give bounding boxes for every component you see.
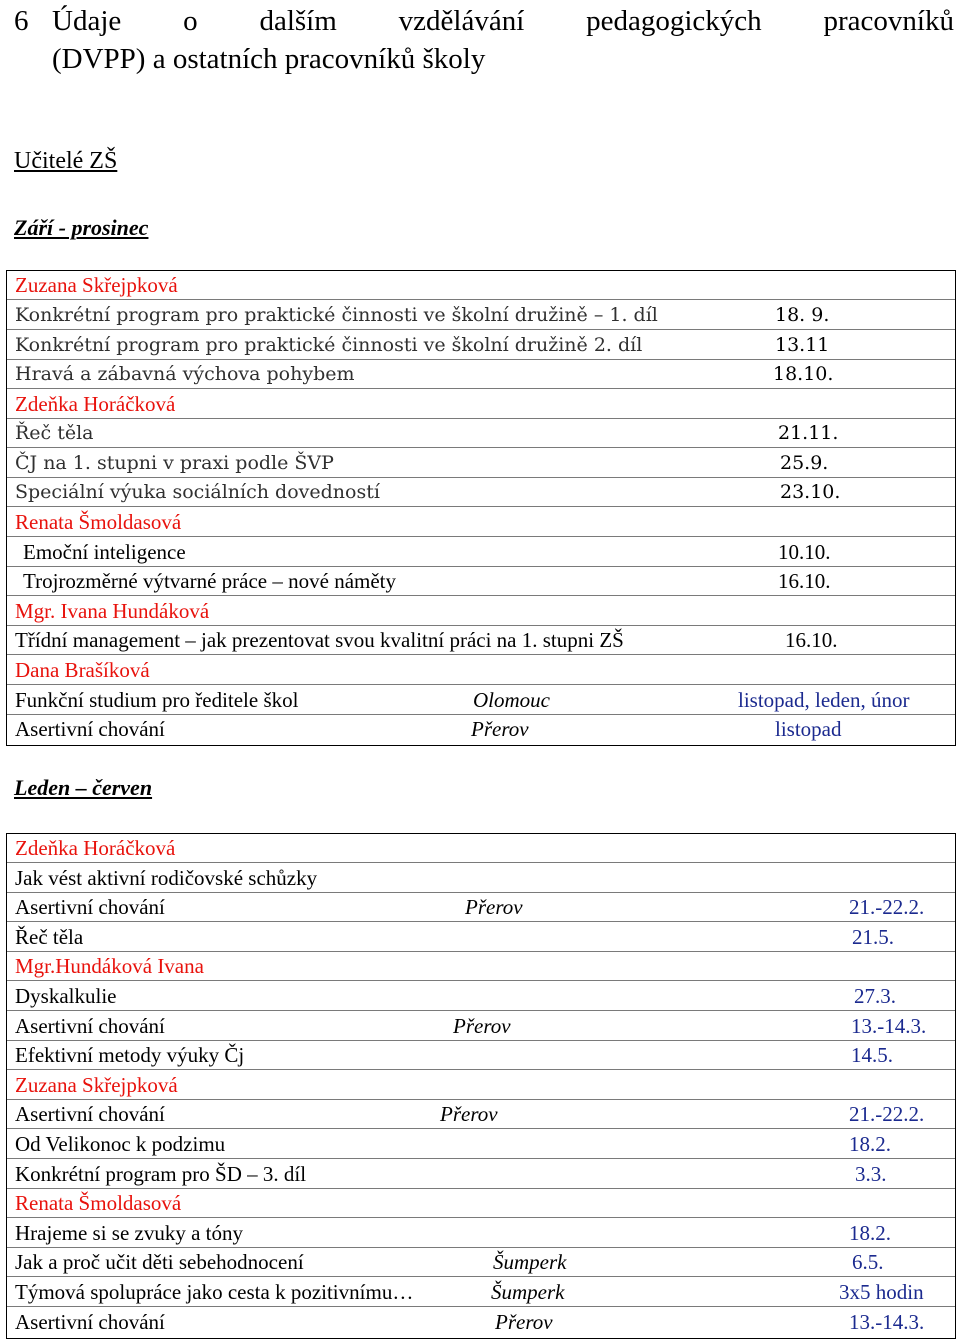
course-name: Od Velikonoc k podzimu — [15, 1132, 226, 1156]
course-date: 10.10. — [778, 540, 831, 564]
table-row — [7, 715, 955, 744]
table-row — [7, 982, 955, 1011]
table-row — [7, 1130, 955, 1159]
teacher-name: Mgr.Hundáková Ivana — [15, 954, 204, 978]
teacher-name: Mgr. Ivana Hundáková — [15, 599, 210, 623]
course-date: 25.9. — [780, 452, 829, 474]
course-place: Přerov — [453, 1014, 511, 1038]
course-date: 6.5. — [852, 1250, 884, 1274]
period-title-autumn: Září - prosinec — [14, 215, 149, 240]
table-row — [7, 597, 955, 626]
course-date: 18.2. — [849, 1132, 891, 1156]
table-row — [7, 271, 955, 300]
heading-line-1: Údaje o dalším vzdělávání pedagogických pracovníků — [52, 5, 954, 37]
course-name: Jak vést aktivní rodičovské schůzky — [15, 866, 318, 890]
course-date: 18.2. — [849, 1221, 891, 1245]
course-name: Trojrozměrné výtvarné práce – nové náměty — [23, 569, 397, 593]
table-row — [7, 1100, 955, 1129]
table-row — [7, 508, 955, 537]
course-place: Šumperk — [493, 1250, 567, 1274]
table-row — [7, 538, 955, 567]
table-row — [7, 1278, 955, 1307]
course-date: 13.11 — [775, 334, 830, 356]
course-name: Řeč těla — [15, 422, 94, 444]
table-row — [7, 686, 955, 715]
table-row — [7, 390, 955, 419]
course-name: Týmová spolupráce jako cesta k pozitivnímu… — [15, 1280, 414, 1304]
section-title: Učitelé ZŠ — [14, 148, 118, 174]
table-row — [7, 1071, 955, 1100]
course-name: ČJ na 1. stupni v praxi podle ŠVP — [15, 452, 334, 474]
course-name: Hrajeme si se zvuky a tóny — [15, 1221, 244, 1245]
course-name: Asertivní chování — [15, 1310, 165, 1334]
course-place: Olomouc — [473, 688, 550, 712]
course-name: Funkční studium pro ředitele škol — [15, 688, 299, 712]
course-name: Jak a proč učit děti sebehodnocení — [15, 1250, 304, 1274]
course-date: 21.11. — [778, 422, 839, 444]
course-place: Přerov — [495, 1310, 553, 1334]
course-date: listopad — [775, 717, 842, 741]
course-name: Konkrétní program pro praktické činnosti ve školní družině 2. díl — [15, 334, 643, 356]
teacher-name: Zdeňka Horáčková — [15, 836, 176, 860]
table-row — [7, 893, 955, 922]
course-place: Přerov — [440, 1102, 498, 1126]
course-date: listopad, leden, únor — [738, 688, 910, 712]
period-title-spring: Leden – červen — [14, 775, 153, 800]
course-name: Asertivní chování — [15, 717, 165, 741]
course-name: Speciální výuka sociálních dovedností — [15, 481, 380, 503]
course-date: 21.-22.2. — [849, 895, 925, 919]
table-row — [7, 1219, 955, 1248]
course-name: Asertivní chování — [15, 1014, 165, 1038]
course-place: Přerov — [471, 717, 529, 741]
course-date: 21.5. — [852, 925, 894, 949]
course-name: Konkrétní program pro ŠD – 3. díl — [15, 1162, 307, 1186]
table-row — [7, 656, 955, 685]
table-autumn — [6, 270, 956, 746]
course-date: 23.10. — [780, 481, 841, 503]
heading-line-2: (DVPP) a ostatních pracovníků školy — [52, 43, 486, 75]
teacher-name: Renata Šmoldasová — [15, 1191, 182, 1215]
course-name: Řeč těla — [15, 925, 84, 949]
course-name: Konkrétní program pro praktické činnosti ve školní družině – 1. díl — [15, 304, 658, 326]
course-name: Dyskalkulie — [15, 984, 117, 1008]
course-name: Asertivní chování — [15, 1102, 165, 1126]
table-row — [7, 626, 955, 655]
course-place: Přerov — [465, 895, 523, 919]
course-date: 18. 9. — [775, 304, 830, 326]
table-row — [7, 567, 955, 596]
table-row — [7, 952, 955, 981]
course-date: 16.10. — [778, 569, 831, 593]
course-date: 3x5 hodin — [839, 1280, 924, 1304]
course-name: Asertivní chování — [15, 895, 165, 919]
table-row — [7, 864, 955, 893]
table-row — [7, 1160, 955, 1189]
table-row — [7, 419, 955, 448]
table-row — [7, 449, 955, 478]
teacher-name: Zuzana Skřejpková — [15, 273, 178, 297]
teacher-name: Dana Brašíková — [15, 658, 150, 682]
table-row — [7, 478, 955, 507]
table-row — [7, 923, 955, 952]
table-row — [7, 1189, 955, 1218]
table-row — [7, 1308, 955, 1337]
teacher-name: Zuzana Skřejpková — [15, 1073, 178, 1097]
course-date: 13.-14.3. — [851, 1014, 927, 1038]
teacher-name: Zdeňka Horáčková — [15, 392, 176, 416]
course-name: Efektivní metody výuky Čj — [15, 1043, 245, 1067]
course-date: 21.-22.2. — [849, 1102, 925, 1126]
course-name: Hravá a zábavná výchova pohybem — [15, 363, 355, 385]
course-place: Šumperk — [491, 1280, 565, 1304]
table-row — [7, 1041, 955, 1070]
course-date: 3.3. — [855, 1162, 887, 1186]
table-row — [7, 1248, 955, 1277]
table-row — [7, 301, 955, 330]
course-date: 13.-14.3. — [849, 1310, 925, 1334]
course-date: 14.5. — [851, 1043, 893, 1067]
course-name: Třídní management – jak prezentovat svou kvalitní práci na 1. stupni ZŠ — [15, 628, 624, 652]
table-row — [7, 834, 955, 863]
course-name: Emoční inteligence — [23, 540, 186, 564]
table-row — [7, 1012, 955, 1041]
heading-number: 6 — [14, 5, 29, 37]
table-row — [7, 360, 955, 389]
course-date: 18.10. — [773, 363, 834, 385]
course-date: 16.10. — [785, 628, 838, 652]
teacher-name: Renata Šmoldasová — [15, 510, 182, 534]
table-row — [7, 331, 955, 360]
course-date: 27.3. — [854, 984, 896, 1008]
table-spring — [6, 833, 956, 1339]
